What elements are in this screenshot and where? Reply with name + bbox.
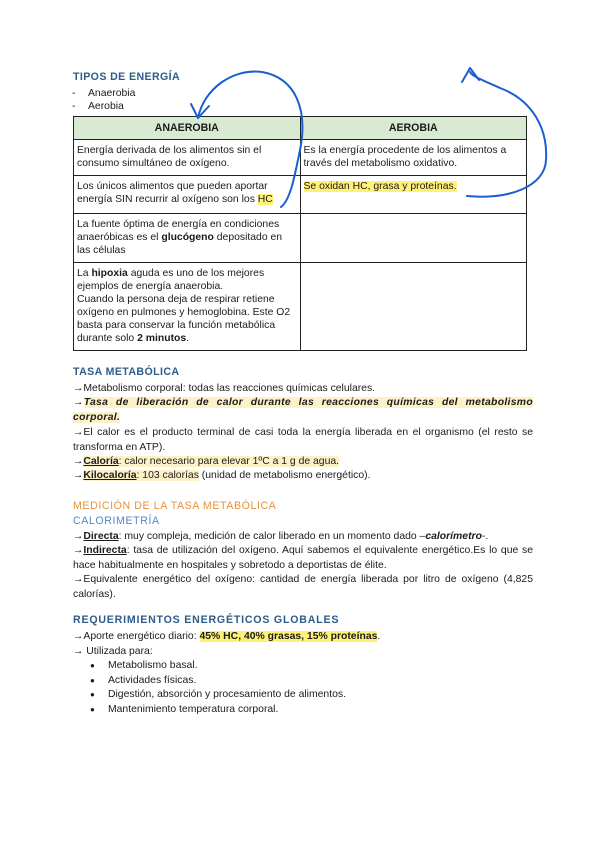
indirecta-term: Indirecta bbox=[83, 545, 127, 556]
table-row bbox=[74, 140, 527, 176]
list-item: ● Actividades físicas. bbox=[90, 674, 346, 689]
directa-end: -. bbox=[481, 531, 489, 542]
cell-text: La bbox=[77, 268, 92, 279]
uses-list bbox=[90, 659, 346, 717]
medicion-heading: MEDICIÓN DE LA TASA METABÓLICA bbox=[73, 500, 277, 512]
arrow: → bbox=[73, 397, 84, 408]
arrow: → bbox=[73, 545, 84, 556]
types-heading: TIPOS DE ENERGÍA bbox=[73, 71, 181, 83]
table-cell bbox=[74, 176, 301, 214]
types-list bbox=[88, 87, 135, 113]
table-header-row bbox=[74, 117, 527, 140]
cell-text: La fuente óptima de energía en condiciones anaeróbicas es el bbox=[77, 219, 280, 243]
tasa-line-1: →Metabolismo corporal: todas las reacciones químicas celulares. bbox=[73, 383, 376, 394]
ink-curve-head bbox=[462, 68, 479, 82]
energy-table bbox=[73, 116, 527, 351]
table-row bbox=[74, 214, 527, 263]
kcal-rest: (unidad de metabolismo energético). bbox=[198, 470, 371, 481]
list-item: ● Metabolismo basal. bbox=[90, 659, 346, 674]
aporte-value: 45% HC, 40% grasas, 15% proteínas bbox=[199, 631, 378, 642]
table-row bbox=[74, 263, 527, 351]
table-cell bbox=[74, 214, 301, 263]
requerimientos-heading: REQUERIMIENTOS ENERGÉTICOS GLOBALES bbox=[73, 614, 340, 626]
cell-text: aguda es uno de los mejores ejemplos de energía anaerobia. bbox=[77, 268, 265, 292]
bold-minutes: 2 minutos bbox=[137, 333, 187, 344]
table-cell bbox=[300, 176, 527, 214]
bold-glucogeno: glucógeno bbox=[161, 232, 214, 243]
cell-text: Cuando la persona deja de respirar retiene oxígeno en pulmones y hemoglobina. Este O2 basta para conservar la función metabólica durante solo bbox=[77, 294, 291, 344]
aporte-label: →Aporte energético diario: bbox=[73, 631, 200, 642]
tasa-line-3: →El calor es el producto terminal de casi toda la energía liberada en el organismo (el resto se transforma en ATP). bbox=[73, 427, 533, 453]
bold-hipoxia: hipoxia bbox=[91, 268, 128, 279]
cell-text: . bbox=[186, 333, 190, 344]
tasa-heading: TASA METABÓLICA bbox=[73, 366, 180, 378]
directa-line bbox=[73, 529, 533, 544]
table-cell: Es la energía procedente de los alimentos a través del metabolismo oxidativo. bbox=[300, 140, 527, 176]
caloria-term: Caloría bbox=[83, 456, 119, 467]
calorimetria-heading: CALORIMETRÍA bbox=[73, 515, 160, 527]
table-cell: Energía derivada de los alimentos sin el consumo simultáneo de oxígeno. bbox=[74, 140, 301, 176]
arrow: → bbox=[73, 456, 84, 467]
indirecta-text: : tasa de utilización del oxígeno. Aquí sabemos el equivalente energético.Es lo que se hace habitualmente en hospitales y sobretodo a deportistas de élite. bbox=[73, 545, 533, 571]
table-cell bbox=[74, 263, 301, 351]
tasa-line-2 bbox=[73, 395, 533, 425]
header-aerobia: AEROBIA bbox=[300, 117, 527, 140]
directa-text: : muy compleja, medición de calor liberado en un momento dado – bbox=[118, 531, 426, 542]
arrow: → bbox=[73, 531, 84, 542]
cell-text: Los únicos alimentos que pueden aportar energía SIN recurrir al oxígeno son los bbox=[77, 181, 268, 205]
kcal-term: Kilocaloría bbox=[83, 470, 137, 481]
cell-text: depositado en las células bbox=[77, 232, 283, 256]
list-item: ● Digestión, absorción y procesamiento de alimentos. bbox=[90, 688, 346, 703]
list-item: ● Mantenimiento temperatura corporal. bbox=[90, 703, 346, 718]
table-row bbox=[74, 176, 527, 214]
caloria-line bbox=[73, 454, 533, 469]
highlight-hc: HC bbox=[257, 194, 273, 205]
arrow: → bbox=[73, 470, 84, 481]
kcal-value: : 103 calorías bbox=[136, 470, 199, 481]
calorimetro: calorímetro bbox=[425, 531, 482, 542]
aporte-end: . bbox=[377, 631, 381, 642]
highlight-oxidation: Se oxidan HC, grasa y proteínas. bbox=[303, 181, 457, 192]
list-item: - Aerobia bbox=[88, 100, 135, 113]
header-anaerobia: ANAEROBIA bbox=[74, 117, 301, 140]
kcal-line bbox=[73, 468, 533, 483]
indirecta-line bbox=[73, 543, 533, 573]
tasa-definition: Tasa de liberación de calor durante las reacciones químicas del metabolismo corporal. bbox=[73, 397, 533, 423]
equivalente-line: →Equivalente energético del oxígeno: cantidad de energía liberada por litro de oxígeno (4,825 calorías). bbox=[73, 574, 533, 600]
table-cell bbox=[300, 263, 527, 351]
caloria-def: : calor necesario para elevar 1ºC a 1 g de agua. bbox=[118, 456, 340, 467]
list-item: - Anaerobia bbox=[88, 87, 135, 100]
aporte-line bbox=[73, 629, 533, 644]
table-cell bbox=[300, 214, 527, 263]
utilizada-line: → Utilizada para: bbox=[73, 646, 153, 657]
directa-term: Directa bbox=[83, 531, 119, 542]
